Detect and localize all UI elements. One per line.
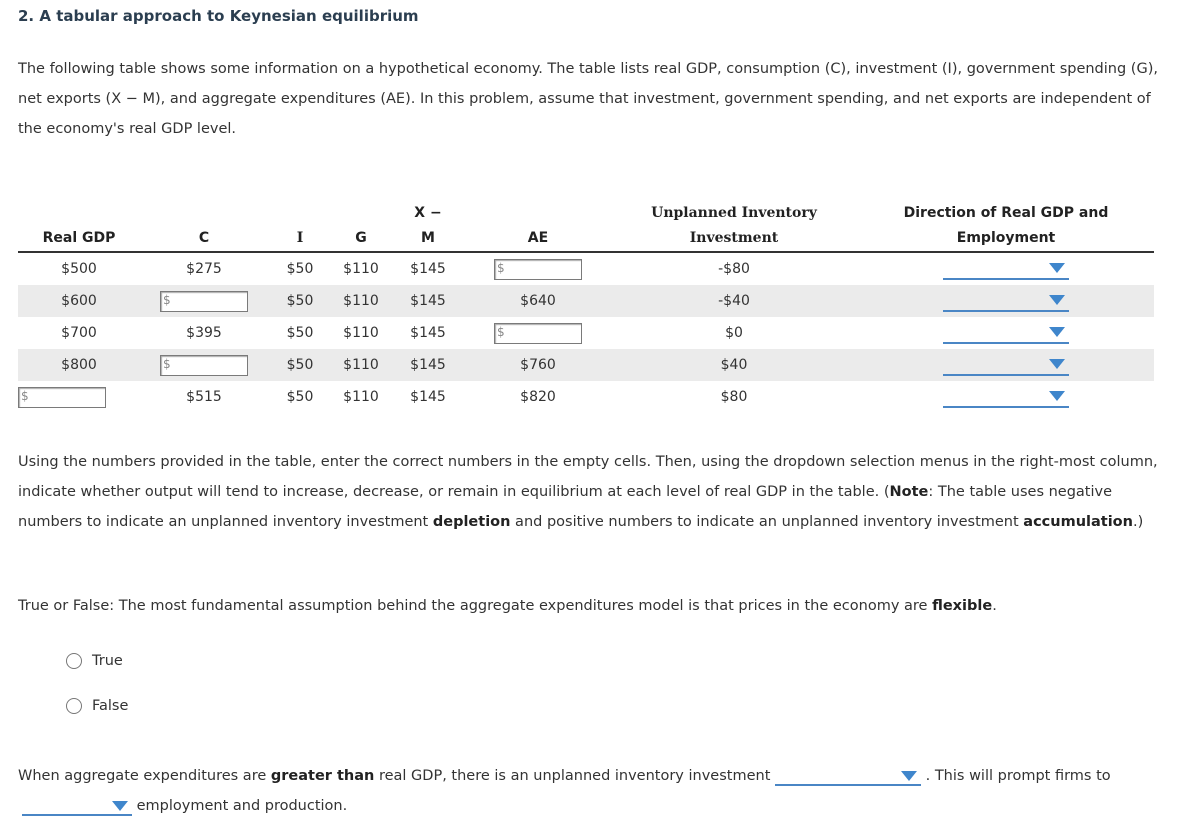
dropdown-underline — [22, 814, 132, 816]
header-uii-top: Unplanned Inventory — [651, 205, 817, 221]
dropdown-arrow-icon — [1049, 327, 1065, 337]
currency-symbol: $ — [497, 324, 505, 339]
cell-consumption: $515 — [186, 389, 222, 405]
ae-input-field[interactable] — [494, 259, 582, 280]
question-text: real GDP, there is an unplanned inventory investment — [374, 768, 771, 784]
header-direction-bottom: Employment — [956, 230, 1056, 246]
direction-dropdown[interactable] — [943, 290, 1069, 312]
instructions-text: Using the numbers provided in the table, enter the correct numbers in the empty cells. Then, using the dropdown selection menus in the right-most column, indicate whether output will tend to increase, decrease, or remain in equilibrium at each level of real GDP in the table. ( — [18, 454, 1158, 500]
cell-unplanned-inventory: -$80 — [718, 261, 750, 277]
table-row — [18, 252, 1154, 285]
table-row — [18, 349, 1154, 381]
cell-government: $110 — [343, 325, 379, 341]
dropdown-arrow-icon — [1049, 263, 1065, 273]
cell-unplanned-inventory: $40 — [720, 357, 748, 373]
real-gdp-input[interactable] — [33, 388, 103, 406]
consumption-input-field[interactable] — [160, 291, 248, 312]
cell-ae — [466, 252, 610, 285]
intro-paragraph: The following table shows some information on a hypothetical economy. The table lists real GDP, consumption (C), investment (I), government spending (G), net exports (X − M), and aggregate expenditures (AE). In this problem, assume that investment, government spending, and net exports are independent of the economy's real GDP level. — [18, 61, 1158, 137]
cell-direction — [858, 252, 1154, 285]
cell-net-exports: $145 — [410, 389, 446, 405]
inventory-dropdown[interactable] — [775, 766, 921, 786]
cell-ae: $760 — [520, 357, 556, 373]
cell-consumption — [140, 285, 268, 317]
radio-option-false[interactable] — [66, 698, 128, 714]
cell-investment: $50 — [286, 357, 314, 373]
cell-government: $110 — [343, 389, 379, 405]
question-text: When aggregate expenditures are — [18, 768, 271, 784]
consumption-input-field[interactable] — [160, 355, 248, 376]
cell-consumption: $275 — [186, 261, 222, 277]
question-text: True or False: The most fundamental assumption behind the aggregate expenditures model is that prices in the economy are — [18, 598, 933, 614]
header-net-exports-bottom: M — [421, 230, 435, 246]
cell-unplanned-inventory: $80 — [720, 389, 748, 405]
cell-government: $110 — [343, 261, 379, 277]
accumulation-term: accumulation — [1023, 514, 1133, 530]
header-real-gdp: Real GDP — [42, 230, 116, 246]
cell-real-gdp: $600 — [61, 293, 97, 309]
cell-unplanned-inventory: $0 — [725, 325, 743, 341]
header-unplanned-inventory — [610, 201, 858, 252]
cell-net-exports: $145 — [410, 293, 446, 309]
radio-label-true: True — [92, 653, 123, 669]
instructions-paragraph — [18, 447, 1168, 537]
header-direction-top: Direction of Real GDP and — [903, 205, 1109, 221]
cell-investment: $50 — [286, 389, 314, 405]
dropdown-underline — [775, 784, 921, 786]
ae-input[interactable] — [509, 260, 579, 278]
header-uii-bottom: Investment — [689, 230, 779, 246]
cell-real-gdp: $500 — [61, 261, 97, 277]
depletion-term: depletion — [432, 514, 511, 530]
currency-symbol: $ — [497, 260, 505, 275]
cell-real-gdp: $800 — [61, 357, 97, 373]
currency-symbol: $ — [163, 292, 171, 307]
dropdown-arrow-icon — [1049, 391, 1065, 401]
cell-investment: $50 — [286, 261, 314, 277]
table-row — [18, 381, 1154, 413]
direction-dropdown[interactable] — [943, 386, 1069, 408]
cell-consumption: $395 — [186, 325, 222, 341]
ae-input-field[interactable] — [494, 323, 582, 344]
question-emphasis: flexible — [932, 598, 993, 614]
cell-ae: $820 — [520, 389, 556, 405]
ae-input[interactable] — [509, 324, 579, 342]
table-header-row — [18, 201, 1154, 252]
cell-ae: $640 — [520, 293, 556, 309]
consumption-input[interactable] — [175, 292, 245, 310]
cell-government: $110 — [343, 357, 379, 373]
cell-real-gdp: $700 — [61, 325, 97, 341]
table-row — [18, 285, 1154, 317]
header-direction — [858, 201, 1154, 252]
header-ae: AE — [527, 230, 549, 246]
cell-net-exports: $145 — [410, 325, 446, 341]
dropdown-arrow-icon — [1049, 295, 1065, 305]
cell-real-gdp — [18, 381, 140, 413]
question-text: . This will prompt firms to — [925, 768, 1111, 784]
direction-dropdown[interactable] — [943, 258, 1069, 280]
cell-direction — [858, 349, 1154, 381]
instructions-text: .) — [1132, 514, 1144, 530]
table-row — [18, 317, 1154, 349]
dropdown-arrow-icon — [901, 771, 917, 781]
final-question — [18, 761, 1183, 821]
instructions-text: : The table uses negative numbers to indicate an unplanned inventory investment — [18, 484, 1113, 530]
cell-unplanned-inventory: -$40 — [718, 293, 750, 309]
cell-net-exports: $145 — [410, 261, 446, 277]
cell-investment: $50 — [286, 325, 314, 341]
cell-investment: $50 — [286, 293, 314, 309]
question-text: employment and production. — [136, 798, 348, 814]
cell-net-exports: $145 — [410, 357, 446, 373]
firms-action-dropdown[interactable] — [22, 796, 132, 816]
cell-direction — [858, 285, 1154, 317]
header-net-exports — [390, 201, 466, 252]
radio-circle-icon[interactable] — [66, 698, 82, 714]
question-title: 2. A tabular approach to Keynesian equilibrium — [18, 7, 419, 25]
direction-dropdown[interactable] — [943, 322, 1069, 344]
cell-consumption — [140, 349, 268, 381]
dropdown-arrow-icon — [112, 801, 128, 811]
economy-table — [18, 201, 1154, 413]
radio-label-false: False — [92, 698, 129, 714]
cell-government: $110 — [343, 293, 379, 309]
radio-option-true[interactable] — [66, 653, 123, 669]
true-false-question — [18, 598, 997, 614]
note-label: Note — [889, 484, 929, 500]
consumption-input[interactable] — [175, 356, 245, 374]
dropdown-arrow-icon — [1049, 359, 1065, 369]
question-text: . — [992, 598, 997, 614]
currency-symbol: $ — [163, 356, 171, 371]
currency-symbol: $ — [21, 388, 29, 403]
instructions-text: and positive numbers to indicate an unplanned inventory investment — [510, 514, 1024, 530]
header-investment: I — [296, 230, 304, 246]
header-consumption: C — [198, 230, 210, 246]
radio-circle-icon[interactable] — [66, 653, 82, 669]
cell-ae — [466, 317, 610, 349]
question-emphasis: greater than — [270, 768, 375, 784]
real-gdp-input-field[interactable] — [18, 387, 106, 408]
cell-direction — [858, 381, 1154, 413]
header-net-exports-top: X − — [414, 205, 442, 221]
direction-dropdown[interactable] — [943, 354, 1069, 376]
cell-direction — [858, 317, 1154, 349]
header-government: G — [355, 230, 367, 246]
